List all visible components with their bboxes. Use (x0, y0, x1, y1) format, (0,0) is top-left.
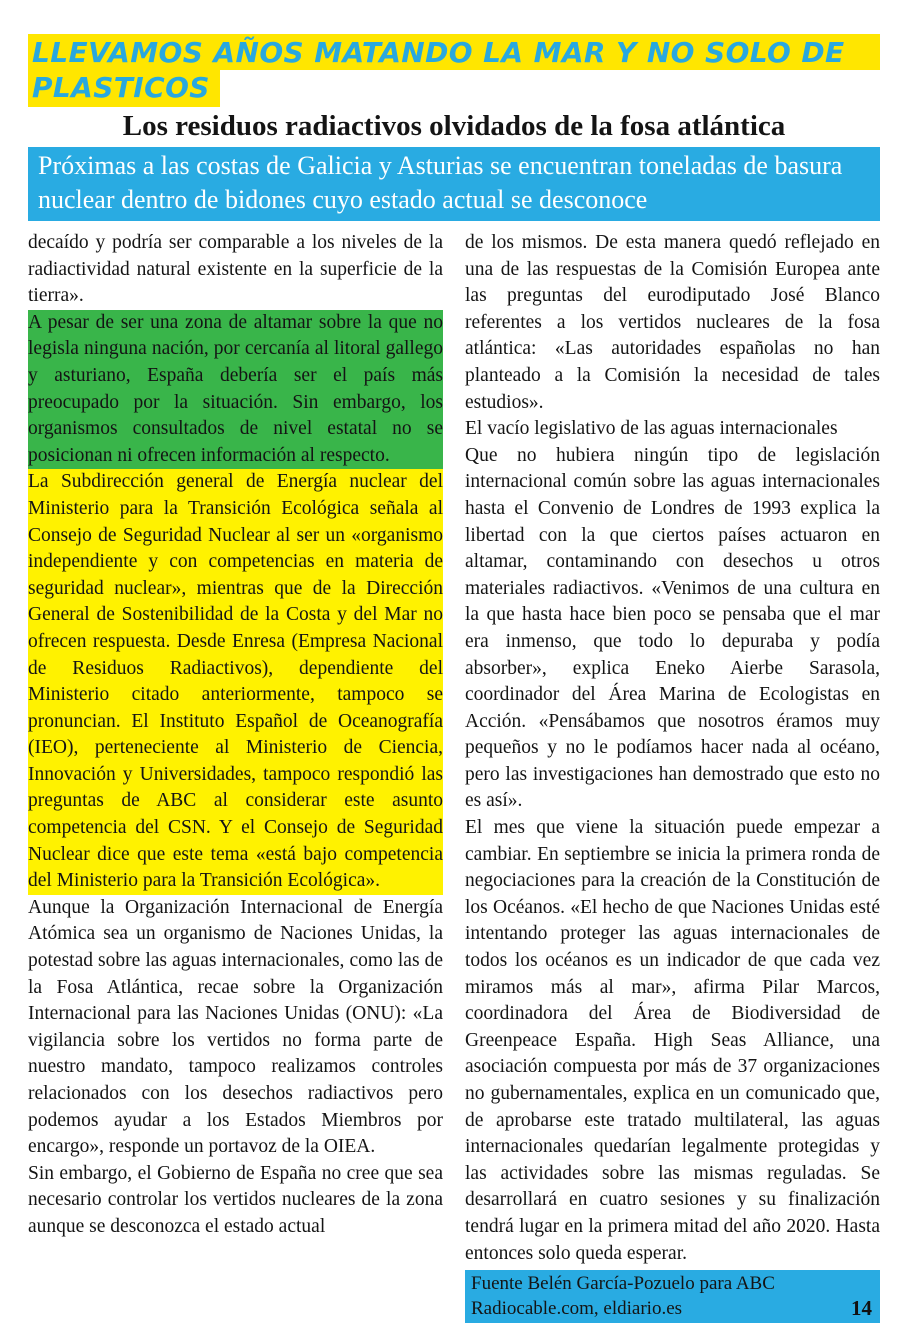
comision-europea-paragraph: de los mismos. De esta manera quedó reflejado en una de las respuestas de la Comisión Europea ante las preguntas del eurodiputado José Blanco referentes a los vertidos nucleares de la fosa atlántica: «Las autoridades españolas no han planteado a la Comisión la necesidad de tales estudios». (465, 232, 880, 413)
banner-title-line-2: PLASTICOS (28, 70, 220, 107)
green-highlight-paragraph: A pesar de ser una zona de altamar sobre la que no legisla ninguna nación, por cercanía al litoral gallego y asturiano, España debería ser el país más preocupado por la situación. Sin embargo, los organismos consultados de nivel estatal no se posicionan ni ofrecen información al respecto. (28, 310, 443, 470)
gobierno-paragraph: Sin embargo, el Gobierno de España no cree que sea necesario controlar los vertidos nucleares de la zona aunque se desconozca el estado actual (28, 1162, 443, 1237)
constitucion-oceanos-paragraph: El mes que viene la situación puede empezar a cambiar. En septiembre se inicia la primera ronda de negociaciones para la creación de la Constitución de los Océanos. «El hecho de que Naciones Unidas esté intentando proteger las aguas internacionales de todos los océanos es un indicador de que cada vez miramos más al mar», afirma Pilar Marcos, coordinadora del Área de Biodiversidad de Greenpeace España. High Seas Alliance, una asociación compuesta por más de 37 organizaciones no gubernamentales, explica en un comunicado que, de aprobarse este tratado multilateral, las aguas internacionales quedarían legalmente protegidas y las actividades sobre las mismas reguladas. Se desarrollará en cuatro sesiones y su finalización tendrá lugar en la primera mitad del año 2020. Hasta entonces solo queda esperar. (465, 817, 880, 1264)
source-footer (465, 1270, 880, 1323)
oiea-paragraph: Aunque la Organización Internacional de Energía Atómica sea un organismo de Naciones Unidas, la potestad sobre las aguas internacionales, como las de la Fosa Atlántica, recae sobre la Organización Internacional para las Naciones Unidas (ONU): «La vigilancia sobre los vertidos no forma parte de nuestro mandato, tampoco realizamos controles relacionados con los desechos radiactivos pero podemos ayudar a los Estados Miembros por encargo», responde un portavoz de la OIEA. (28, 896, 443, 1158)
page-number: 14 (851, 1296, 872, 1321)
right-column (465, 230, 880, 1323)
lead-continuation-paragraph: decaído y podría ser comparable a los niveles de la radiactividad natural existente en la superficie de la tierra». (28, 232, 443, 307)
convenio-londres-paragraph: Que no hubiera ningún tipo de legislación internacional común sobre las aguas internacionales hasta el Convenio de Londres de 1993 explica la libertad con la que ciertos países actuaron en altamar, contaminando con desechos u otros materiales radiactivos. «Venimos de una cultura en la que hasta hace bien poco se pensaba que el mar era inmenso, que todo lo depuraba y podía absorber», explica Eneko Aierbe Sarasola, coordinador del Área Marina de Ecologistas en Acción. «Pensábamos que nosotros éramos muy pequeños y no le podíamos hacer nada al océano, pero las investigaciones han demostrado que esto no es así». (465, 444, 880, 812)
sites-row (471, 1296, 874, 1321)
article-body (28, 230, 880, 1323)
banner-title-line-1: LLEVAMOS AÑOS MATANDO LA MAR Y NO SOLO DE (28, 34, 880, 70)
banner-title (28, 34, 880, 107)
article-subtitle: Próximas a las costas de Galicia y Asturias se encuentran toneladas de basura nuclear dentro de bidones cuyo estado actual se desconoce (28, 147, 880, 221)
sites-line: Radiocable.com, eldiario.es (471, 1298, 683, 1320)
source-line: Fuente Belén García-Pozuelo para ABC (471, 1273, 775, 1295)
left-column (28, 230, 443, 1323)
vacio-legislativo-subhead: El vacío legislativo de las aguas internacionales (465, 418, 838, 440)
article-headline: Los residuos radiactivos olvidados de la fosa atlántica (122, 110, 786, 142)
yellow-highlight-paragraph: La Subdirección general de Energía nuclear del Ministerio para la Transición Ecológica señala al Consejo de Seguridad Nuclear al ser un «organismo independiente y con competencias en materia de seguridad nuclear», mientras que de la Dirección General de Sostenibilidad de la Costa y del Mar no ofrecen respuesta. Desde Enresa (Empresa Nacional de Residuos Radiactivos), dependiente del Ministerio citado anteriormente, tampoco se pronuncian. El Instituto Español de Oceanografía (IEO), perteneciente al Ministerio de Ciencia, Innovación y Universidades, tampoco respondió las preguntas de ABC al considerar este asunto competencia del CSN. Y el Consejo de Seguridad Nuclear dice que este tema «está bajo competencia del Ministerio para la Transición Ecológica». (28, 469, 443, 895)
